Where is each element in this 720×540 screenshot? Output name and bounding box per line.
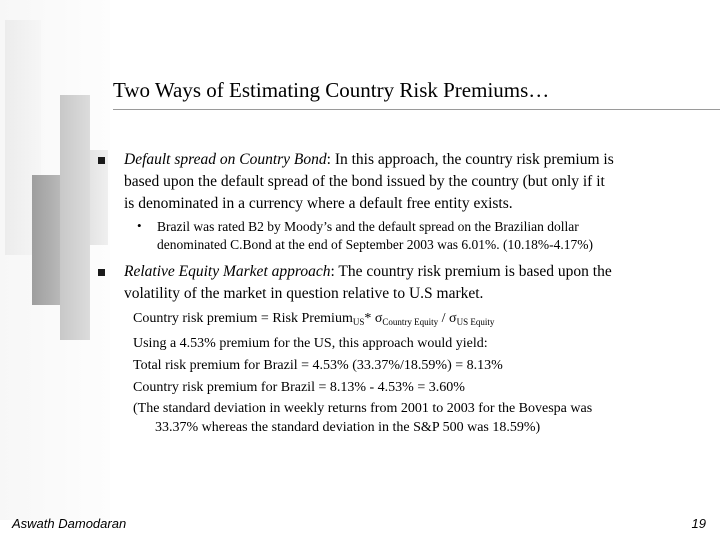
note-line: (The standard deviation in weekly returns from 2001 to 2003 for the Bovespa was [133,401,593,416]
formula-sub: US Equity [456,317,495,327]
decor-bar-4 [32,175,60,305]
sub-bullet-brazil-rating [157,218,717,254]
footer-author: Aswath Damodaran [12,516,127,531]
formula-block [133,308,713,437]
bullet-label: Relative Equity Market approach [124,263,331,280]
formula-mid: * σ [364,311,383,326]
sub-bullet-text: Brazil was rated B2 by Moody’s and the default spread on the Brazilian dollar [157,219,579,234]
formula-sub: Country Equity [382,317,439,327]
calc-line: Using a 4.53% premium for the US, this approach would yield: [133,336,488,351]
bullet-text: based upon the default spread of the bond issued by the country (but only if it [124,173,605,190]
decor-bar-3 [60,95,90,340]
bullet-text: is denominated in a currency where a default free entity exists. [124,195,513,212]
slide-title: Two Ways of Estimating Country Risk Premiums… [113,78,550,102]
calc-line: Country risk premium for Brazil = 8.13% - 4.53% = 3.60% [133,380,465,395]
bullet-relative-equity [124,261,714,305]
page-number: 19 [691,516,706,531]
note-line: 33.37% whereas the standard deviation in the S&P 500 was 18.59%) [155,420,541,435]
title-divider [113,109,720,110]
bullet-text: volatility of the market in question relative to U.S market. [124,285,484,302]
decor-bar-5 [90,150,108,245]
formula-prefix: Country risk premium = Risk Premium [133,311,353,326]
sub-bullet-dot-icon: • [137,218,142,233]
formula-sub: US [352,317,365,327]
sub-bullet-text: denominated C.Bond at the end of September 2003 was 6.01%. (10.18%-4.17%) [157,237,594,252]
bullet-square-icon [98,157,105,164]
bullet-text: : The country risk premium is based upon the [330,263,612,280]
bullet-square-icon [98,269,105,276]
bullet-text: : In this approach, the country risk premium is [326,151,614,168]
bullet-label: Default spread on Country Bond [124,151,327,168]
calc-line: Total risk premium for Brazil = 4.53% (33.37%/18.59%) = 8.13% [133,358,503,373]
bullet-default-spread [124,149,714,215]
formula-line [133,308,713,333]
formula-slash: / σ [438,311,457,326]
